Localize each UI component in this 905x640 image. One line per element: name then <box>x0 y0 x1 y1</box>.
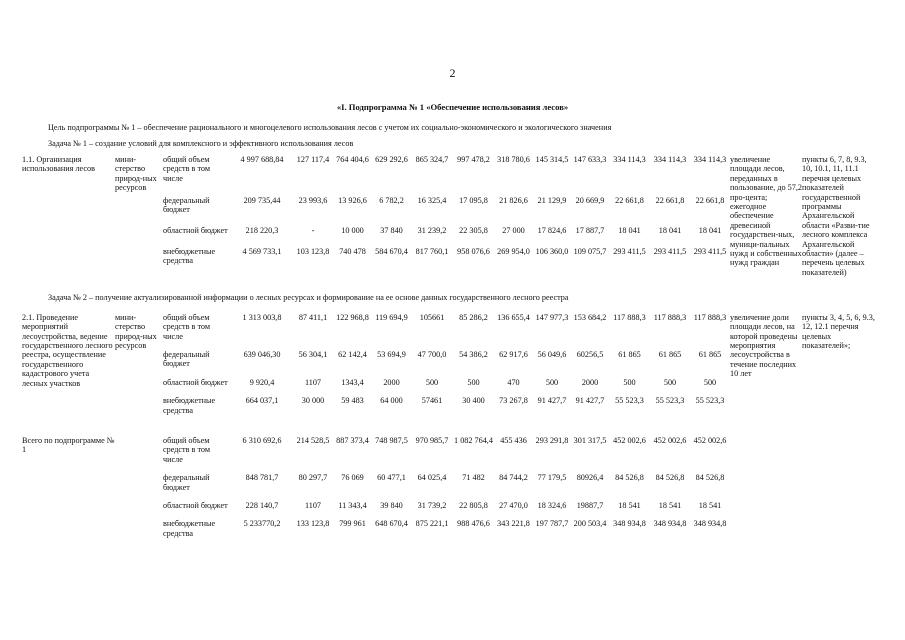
funding-value: 117 888,3 <box>653 312 687 322</box>
funding-value: 19887,7 <box>576 500 604 510</box>
funding-value: 55 523,3 <box>695 396 725 406</box>
funding-value: 639 046,30 <box>243 349 281 359</box>
funding-value: 452 002,6 <box>653 435 687 445</box>
funding-value: 6 782,2 <box>379 195 404 205</box>
funding-value: 740 478 <box>339 246 366 256</box>
funding-value: 887 373,4 <box>336 435 369 445</box>
funding-source: областной бюджет <box>163 500 228 510</box>
funding-value: 91 427,7 <box>537 396 567 406</box>
funding-value: 318 780,6 <box>497 155 530 164</box>
funding-value: 23 993,6 <box>298 195 328 205</box>
funding-value: 105661 <box>419 312 445 322</box>
funding-value: 1107 <box>304 500 322 510</box>
subprogram-title: «I. Подпрограмма № 1 «Обеспечение использования лесов» <box>336 102 569 112</box>
funding-value: 61 865 <box>698 349 722 359</box>
funding-value: 9 920,4 <box>249 377 275 387</box>
funding-value: 452 002,6 <box>613 435 646 445</box>
funding-value: 500 <box>425 377 439 387</box>
executor: мини-стерство природ-ных ресурсов <box>115 312 157 350</box>
funding-value: 27 000 <box>502 226 525 236</box>
funding-value: 87 411,1 <box>298 312 328 322</box>
funding-source: областной бюджет <box>163 377 228 387</box>
funding-value: 20 669,9 <box>575 195 605 205</box>
funding-value: 5 233770,2 <box>243 519 281 529</box>
funding-value: 17 095,8 <box>459 195 488 205</box>
funding-value: 18 324,6 <box>537 500 567 510</box>
funding-value: 455 436 <box>500 435 527 445</box>
funding-source: внебюджетные средства <box>163 396 216 415</box>
funding-value: 61 865 <box>658 349 682 359</box>
funding-value: 1 313 003,8 <box>242 312 282 322</box>
funding-value: 22 661,8 <box>615 195 644 205</box>
funding-value: 64 000 <box>380 396 403 406</box>
funding-value: 500 <box>663 377 677 387</box>
funding-value: 875 221,1 <box>415 519 449 529</box>
funding-value: 18 541 <box>698 500 722 510</box>
funding-value: 84 744,2 <box>499 473 528 483</box>
funding-value: 122 968,8 <box>336 312 369 322</box>
funding-value: 293 411,5 <box>653 246 687 256</box>
funding-value: 76 069 <box>341 473 364 483</box>
funding-value: 197 787,7 <box>535 519 569 529</box>
funding-value: 56 049,6 <box>537 349 567 359</box>
funding-source: общий объем средств в том числе <box>163 155 211 183</box>
funding-source: общий объем средств в том числе <box>163 435 211 464</box>
funding-value: 109 075,7 <box>573 246 607 256</box>
funding-value: 31 239,2 <box>417 226 447 236</box>
funding-value: 269 954,0 <box>497 246 530 256</box>
funding-value: 21 826,6 <box>499 195 528 205</box>
funding-value: 80926,4 <box>576 473 604 483</box>
funding-value: 500 <box>623 377 636 387</box>
funding-value: 136 655,4 <box>497 312 530 322</box>
funding-value: 664 037,1 <box>245 396 279 406</box>
funding-value: 55 523,3 <box>655 396 685 406</box>
funding-value: 153 684,2 <box>573 312 607 322</box>
funding-value: 1 082 764,4 <box>454 435 493 445</box>
funding-value: 85 286,2 <box>459 312 488 322</box>
funding-value: - <box>311 226 315 236</box>
funding-value: 988 476,6 <box>457 519 490 529</box>
page-number: 2 <box>449 66 456 80</box>
target-indicators <box>802 436 876 547</box>
funding-value: 997 478,2 <box>457 155 490 164</box>
funding-value: 84 526,8 <box>695 473 725 483</box>
funding-value: 452 002,6 <box>693 435 727 445</box>
funding-source: областной бюджет <box>163 226 228 236</box>
funding-value: 54 386,2 <box>459 349 488 359</box>
funding-value: 293 291,8 <box>535 435 569 445</box>
funding-value: 648 670,4 <box>375 519 408 529</box>
funding-value: 64 025,4 <box>417 473 447 483</box>
funding-value: 348 934,8 <box>613 519 646 529</box>
funding-source: федеральный бюджет <box>163 473 210 492</box>
funding-source: федеральный бюджет <box>163 195 210 215</box>
expected-result: увеличение площади лесов, переданных в пользование, до 57,2 про-цента; ежегодное обеспечение древесиной государствен-ных, муници-пальных нужд и собственных нужд граждан <box>730 155 802 268</box>
funding-value: 103 123,8 <box>296 246 330 256</box>
executor <box>115 436 163 547</box>
funding-value: 22 661,8 <box>695 195 725 205</box>
funding-source: федеральный бюджет <box>163 349 210 369</box>
funding-value: 4 997 688,84 <box>240 155 284 164</box>
funding-value: 209 735,44 <box>243 195 281 205</box>
funding-value: 147 633,3 <box>573 155 607 164</box>
funding-value: 18 541 <box>658 500 682 510</box>
funding-value: 500 <box>545 377 559 387</box>
funding-value: 61 865 <box>618 349 641 359</box>
funding-value: 200 503,4 <box>573 519 607 529</box>
funding-value: 37 840 <box>380 226 403 236</box>
funding-value: 2000 <box>383 377 400 387</box>
funding-value: 470 <box>507 377 520 387</box>
funding-value: 18 041 <box>618 226 641 236</box>
funding-value: 22 661,8 <box>655 195 685 205</box>
funding-value: 47 700,0 <box>417 349 447 359</box>
funding-value: 80 297,7 <box>298 473 328 483</box>
funding-value: 2000 <box>581 377 599 387</box>
funding-value: 334 114,3 <box>613 155 646 164</box>
funding-value: 62 917,6 <box>499 349 528 359</box>
funding-value: 71 482 <box>462 473 485 483</box>
funding-value: 117 888,3 <box>613 312 646 322</box>
funding-value: 62 142,4 <box>338 349 367 359</box>
program-table <box>22 155 876 547</box>
funding-value: 117 888,3 <box>693 312 727 322</box>
funding-value: 30 400 <box>462 396 485 406</box>
funding-value: 6 310 692,6 <box>242 435 282 445</box>
funding-value: 1107 <box>304 377 322 387</box>
funding-value: 147 977,3 <box>535 312 569 322</box>
funding-value: 60256,5 <box>576 349 604 359</box>
funding-value: 17 824,6 <box>537 226 567 236</box>
funding-value: 629 292,6 <box>375 155 408 164</box>
funding-value: 865 324,7 <box>415 155 449 164</box>
funding-value: 84 526,8 <box>655 473 685 483</box>
funding-value: 343 221,8 <box>497 519 530 529</box>
funding-value: 764 404,6 <box>336 155 369 164</box>
funding-value: 500 <box>467 377 480 387</box>
funding-value: 218 220,3 <box>245 226 279 236</box>
funding-value: 500 <box>703 377 717 387</box>
funding-value: 293 411,5 <box>693 246 727 256</box>
measure-name: Всего по подпрограмме № 1 <box>22 435 115 455</box>
funding-value: 84 526,8 <box>615 473 644 483</box>
funding-value: 145 314,5 <box>535 155 569 164</box>
funding-value: 31 739,2 <box>417 500 447 510</box>
funding-value: 13 926,6 <box>338 195 367 205</box>
funding-value: 22 305,8 <box>459 226 488 236</box>
funding-value: 748 987,5 <box>375 435 408 445</box>
target-indicators: пункты 6, 7, 8, 9.3, 10, 10.1, 11, 11.1 перечня целевых показателей государственной программы Архангельской области «Разви-тие лесного комплекса Архангельской области» (далее – перечень целевых показателей) <box>802 155 870 277</box>
target-indicators: пункты 3, 4, 5, 6, 9.3, 12, 12.1 перечня целевых показателей»; <box>802 312 875 350</box>
funding-value: 970 985,7 <box>415 435 449 445</box>
funding-value: 1343,4 <box>341 377 364 387</box>
funding-value: 4 569 733,1 <box>242 246 282 256</box>
funding-value: 848 781,7 <box>245 473 279 483</box>
funding-value: 293 411,5 <box>613 246 646 256</box>
funding-value: 214 528,5 <box>296 435 330 445</box>
expected-result: увеличение доли площади лесов, на которой проведены мероприятия лесоустройства в течение последних 10 лет <box>730 312 798 379</box>
funding-value: 817 760,1 <box>415 246 449 256</box>
funding-value: 301 317,5 <box>573 435 607 445</box>
funding-value: 21 129,9 <box>537 195 567 205</box>
task-2-heading: Задача № 2 – получение актуализированной информации о лесных ресурсах и формирование на ее основе данных государственного лесного реестра <box>48 293 569 303</box>
funding-value: 18 041 <box>698 226 722 236</box>
funding-value: 127 117,4 <box>296 155 330 164</box>
funding-value: 22 805,8 <box>459 500 488 510</box>
table-row <box>22 155 876 196</box>
funding-value: 348 934,8 <box>653 519 687 529</box>
funding-value: 56 304,1 <box>298 349 328 359</box>
funding-value: 334 114,3 <box>693 155 727 164</box>
funding-value: 334 114,3 <box>653 155 687 164</box>
funding-value: 958 076,6 <box>457 246 490 256</box>
funding-source: общий объем средств в том числе <box>163 312 211 341</box>
expected-result <box>730 436 802 547</box>
table-row <box>22 313 876 350</box>
funding-value: 30 000 <box>301 396 325 406</box>
funding-value: 27 470,0 <box>499 500 528 510</box>
funding-value: 73 267,8 <box>499 396 528 406</box>
funding-value: 55 523,3 <box>615 396 644 406</box>
funding-value: 57461 <box>421 396 443 406</box>
measure-name: 2.1. Проведение мероприятий лесоустройства, ведение государственного лесного реестра, осуществление государственного кадастрового учета лесных участков <box>22 312 113 388</box>
funding-value: 17 887,7 <box>575 226 605 236</box>
funding-value: 10 000 <box>341 226 364 236</box>
funding-value: 16 325,4 <box>417 195 447 205</box>
funding-value: 77 179,5 <box>537 473 567 483</box>
funding-value: 59 483 <box>341 396 364 406</box>
funding-source: внебюджетные средства <box>163 246 216 266</box>
table-row <box>22 436 876 473</box>
funding-value: 119 694,9 <box>375 312 408 322</box>
funding-value: 53 694,9 <box>377 349 406 359</box>
task-1-heading: Задача № 1 – создание условий для комплексного и эффективного использования лесов <box>48 139 354 148</box>
funding-value: 106 360,0 <box>535 246 569 256</box>
measure-name: 1.1. Организация использования лесов <box>22 155 95 174</box>
funding-value: 18 041 <box>658 226 682 236</box>
executor: мини-стерство природ-ных ресурсов <box>115 155 157 193</box>
funding-value: 60 477,1 <box>377 473 406 483</box>
funding-value: 348 934,8 <box>693 519 727 529</box>
funding-source: внебюджетные средства <box>163 519 216 538</box>
funding-value: 799 961 <box>339 519 366 529</box>
funding-value: 39 840 <box>380 500 403 510</box>
funding-value: 18 541 <box>618 500 641 510</box>
funding-value: 91 427,7 <box>575 396 605 406</box>
task-2-row <box>22 277 876 312</box>
subprogram-goal: Цель подпрограммы № 1 – обеспечение рационального и многоцелевого использования лесов с учетом их социально-экономического и экологического значения <box>48 123 612 132</box>
funding-value: 584 670,4 <box>375 246 408 256</box>
funding-value: 133 123,8 <box>296 519 330 529</box>
funding-value: 11 343,4 <box>338 500 367 510</box>
funding-value: 228 140,7 <box>245 500 279 510</box>
